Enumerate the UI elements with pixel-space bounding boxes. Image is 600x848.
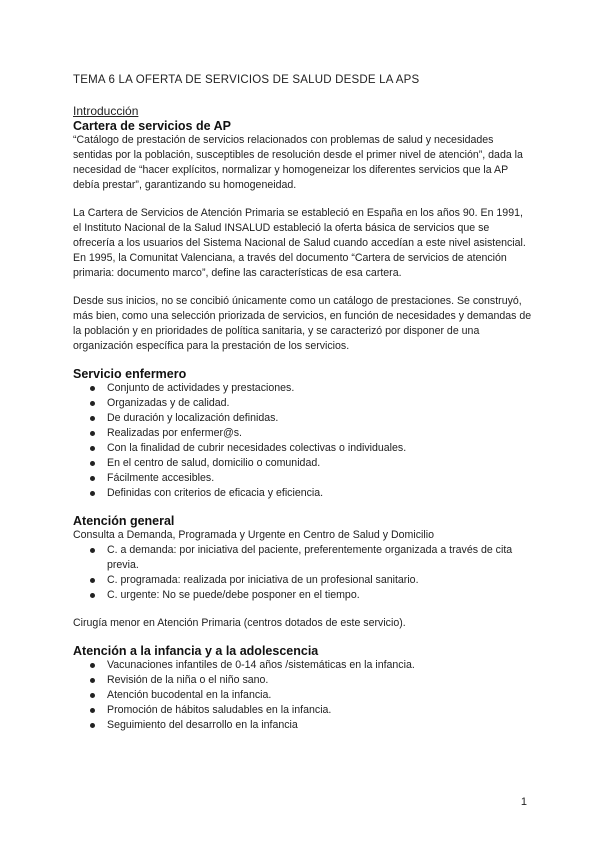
cartera-paragraph-2: La Cartera de Servicios de Atención Primaria se estableció en España en los años 90. En 1991, el Instituto Nacional de la Salud INSALUD estableció la oferta básica de servicios que se ofrecería a los usuarios del Sistema Nacional de Salud cuando accedían a este nivel asistencial. En 1995, la Comunitat Valenciana, a través del documento “Cartera de servicios de atención primaria: documento marco”, define las características de esa cartera. bbox=[73, 207, 526, 279]
cartera-paragraph-3: Desde sus inicios, no se concibió únicamente como un catálogo de prestaciones. Se construyó, más bien, como una selección priorizada de servicios, en función de necesidades y demandas de la población y en prioridades de política sanitaria, y se caracterizó por disponer de una organización específica para la prestación de los servicios. bbox=[73, 295, 532, 352]
enfermero-list bbox=[73, 381, 533, 501]
list-item: Con la finalidad de cubrir necesidades colectivas o individuales. bbox=[73, 441, 533, 456]
infancia-list bbox=[73, 658, 533, 733]
page-content bbox=[73, 74, 533, 733]
list-item: De duración y localización definidas. bbox=[73, 411, 533, 426]
list-item: Vacunaciones infantiles de 0-14 años /sistemáticas en la infancia. bbox=[73, 658, 533, 673]
list-item: Definidas con criterios de eficacia y eficiencia. bbox=[73, 486, 533, 501]
general-note: Cirugía menor en Atención Primaria (centros dotados de este servicio). bbox=[73, 617, 406, 629]
infancia-heading: Atención a la infancia y a la adolescencia bbox=[73, 644, 319, 658]
document-title: TEMA 6 LA OFERTA DE SERVICIOS DE SALUD DESDE LA APS bbox=[73, 74, 420, 86]
list-item: En el centro de salud, domicilio o comunidad. bbox=[73, 456, 533, 471]
general-intro: Consulta a Demanda, Programada y Urgente en Centro de Salud y Domicilio bbox=[73, 529, 434, 541]
list-item: Revisión de la niña o el niño sano. bbox=[73, 673, 533, 688]
list-item: Conjunto de actividades y prestaciones. bbox=[73, 381, 533, 396]
enfermero-heading: Servicio enfermero bbox=[73, 367, 187, 381]
list-item: Organizadas y de calidad. bbox=[73, 396, 533, 411]
cartera-heading: Cartera de servicios de AP bbox=[73, 119, 231, 133]
list-item: Promoción de hábitos saludables en la infancia. bbox=[73, 703, 533, 718]
general-heading: Atención general bbox=[73, 514, 175, 528]
intro-link[interactable]: Introducción bbox=[73, 104, 139, 118]
list-item: Realizadas por enfermer@s. bbox=[73, 426, 533, 441]
list-item: C. a demanda: por iniciativa del paciente, preferentemente organizada a través de cita previa. bbox=[73, 543, 533, 573]
page-number: 1 bbox=[520, 796, 527, 808]
list-item: Fácilmente accesibles. bbox=[73, 471, 533, 486]
cartera-paragraph-1: “Catálogo de prestación de servicios relacionados con problemas de salud y necesidades sentidas por la población, susceptibles de resolución desde el primer nivel de atención”, dada la necesidad de “hacer explícitos, normalizar y homogeneizar los diferentes servicios que la AP debía prestar”, garantizando su homogeneidad. bbox=[73, 134, 523, 191]
list-item: C. urgente: No se puede/debe posponer en el tiempo. bbox=[73, 588, 533, 603]
list-item: C. programada: realizada por iniciativa de un profesional sanitario. bbox=[73, 573, 533, 588]
list-item: Seguimiento del desarrollo en la infancia bbox=[73, 718, 533, 733]
general-list bbox=[73, 543, 533, 603]
list-item: Atención bucodental en la infancia. bbox=[73, 688, 533, 703]
